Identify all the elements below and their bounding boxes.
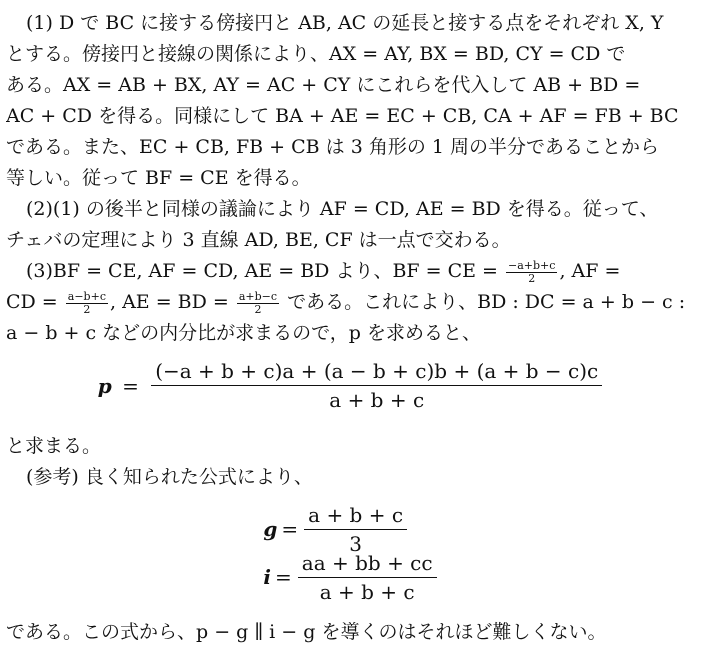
p3-text-b: , AF = xyxy=(559,260,621,282)
fraction-bf-den: 2 xyxy=(528,271,536,285)
equation-p-equals: = xyxy=(122,373,139,398)
equation-i xyxy=(263,550,436,604)
para-2-line-2: チェバの定理により 3 直線 AD, BE, CF は一点で交わる。 xyxy=(6,229,511,251)
equation-g-equals: = xyxy=(281,517,299,541)
equation-i-denominator: a + b + c xyxy=(319,579,415,604)
fraction-bf-num: −a+b+c xyxy=(508,258,556,272)
equation-i-equals: = xyxy=(275,565,292,589)
fraction-cd-num: a−b+c xyxy=(67,289,106,303)
para-2-line-1: (2)(1) の後半と同様の議論により AF = CD, AE = BD を得る。従って、 xyxy=(26,198,659,220)
equation-p-numerator: (−a + b + c)a + (a − b + c)b + (a + b − c)c xyxy=(151,359,602,386)
para-1-line-4: AC + CD を得る。同様にして BA + AE = EC + CB, CA + AF = FB + BC xyxy=(6,105,679,127)
fraction-bd xyxy=(237,291,279,316)
equation-g-lhs: g xyxy=(263,517,278,541)
para-3-line-2 xyxy=(6,287,694,318)
fraction-bf xyxy=(506,260,557,285)
fraction-cd xyxy=(66,291,108,316)
equation-p-lhs: p xyxy=(97,373,112,398)
equation-system-rows xyxy=(263,502,436,604)
equation-p-denominator: a + b + c xyxy=(329,388,425,412)
equation-i-lhs: i xyxy=(263,565,272,589)
para-1-line-2: とする。傍接円と接線の関係により、AX = AY, BX = BD, CY = CD で xyxy=(6,43,626,65)
para-1-line-6: 等しい。従って BF = CE を得る。 xyxy=(6,167,311,189)
p3-text-e: である。これにより、BD : DC = a + b − c : xyxy=(287,291,686,313)
para-3-line-3: a − b + c などの内分比が求まるので，p を求めると、 xyxy=(6,322,481,344)
reference-line: (参考) 良く知られた公式により、 xyxy=(26,466,313,488)
equation-system xyxy=(6,502,694,613)
fraction-cd-den: 2 xyxy=(83,302,91,316)
p3-text-d: , AE = BD = xyxy=(109,291,229,313)
para-1-line-1: (1) D で BC に接する傍接円と AB, AC の延長と接する点をそれぞれ X, Y xyxy=(26,12,664,34)
equation-g-numerator: a + b + c xyxy=(304,503,407,530)
equation-g xyxy=(263,502,436,556)
after-p-text: と求まる。 xyxy=(6,435,102,457)
fraction-bd-num: a+b−c xyxy=(238,289,278,303)
equation-i-numerator: aa + bb + cc xyxy=(298,551,437,578)
closing-line: である。この式から、p − g ∥ i − g を導くのはそれほど難しくない。 xyxy=(6,621,607,643)
p3-text-c: CD = xyxy=(6,291,58,313)
equation-g-fraction xyxy=(304,503,407,556)
para-1-line-5: である。また、EC + CB, FB + CB は 3 角形の 1 周の半分であることから xyxy=(6,136,660,158)
equation-p-fraction xyxy=(151,359,602,412)
p3-text-a: (3)BF = CE, AF = CD, AE = BD より、BF = CE = xyxy=(26,260,498,282)
para-1-line-3: ある。AX = AB + BX, AY = AC + CY にこれらを代入して AB + BD = xyxy=(6,74,641,96)
fraction-bd-den: 2 xyxy=(254,302,262,316)
equation-i-fraction xyxy=(298,551,437,604)
equation-p xyxy=(6,359,694,431)
equation-g-denominator: 3 xyxy=(349,531,362,556)
para-3-line-1 xyxy=(6,256,694,287)
